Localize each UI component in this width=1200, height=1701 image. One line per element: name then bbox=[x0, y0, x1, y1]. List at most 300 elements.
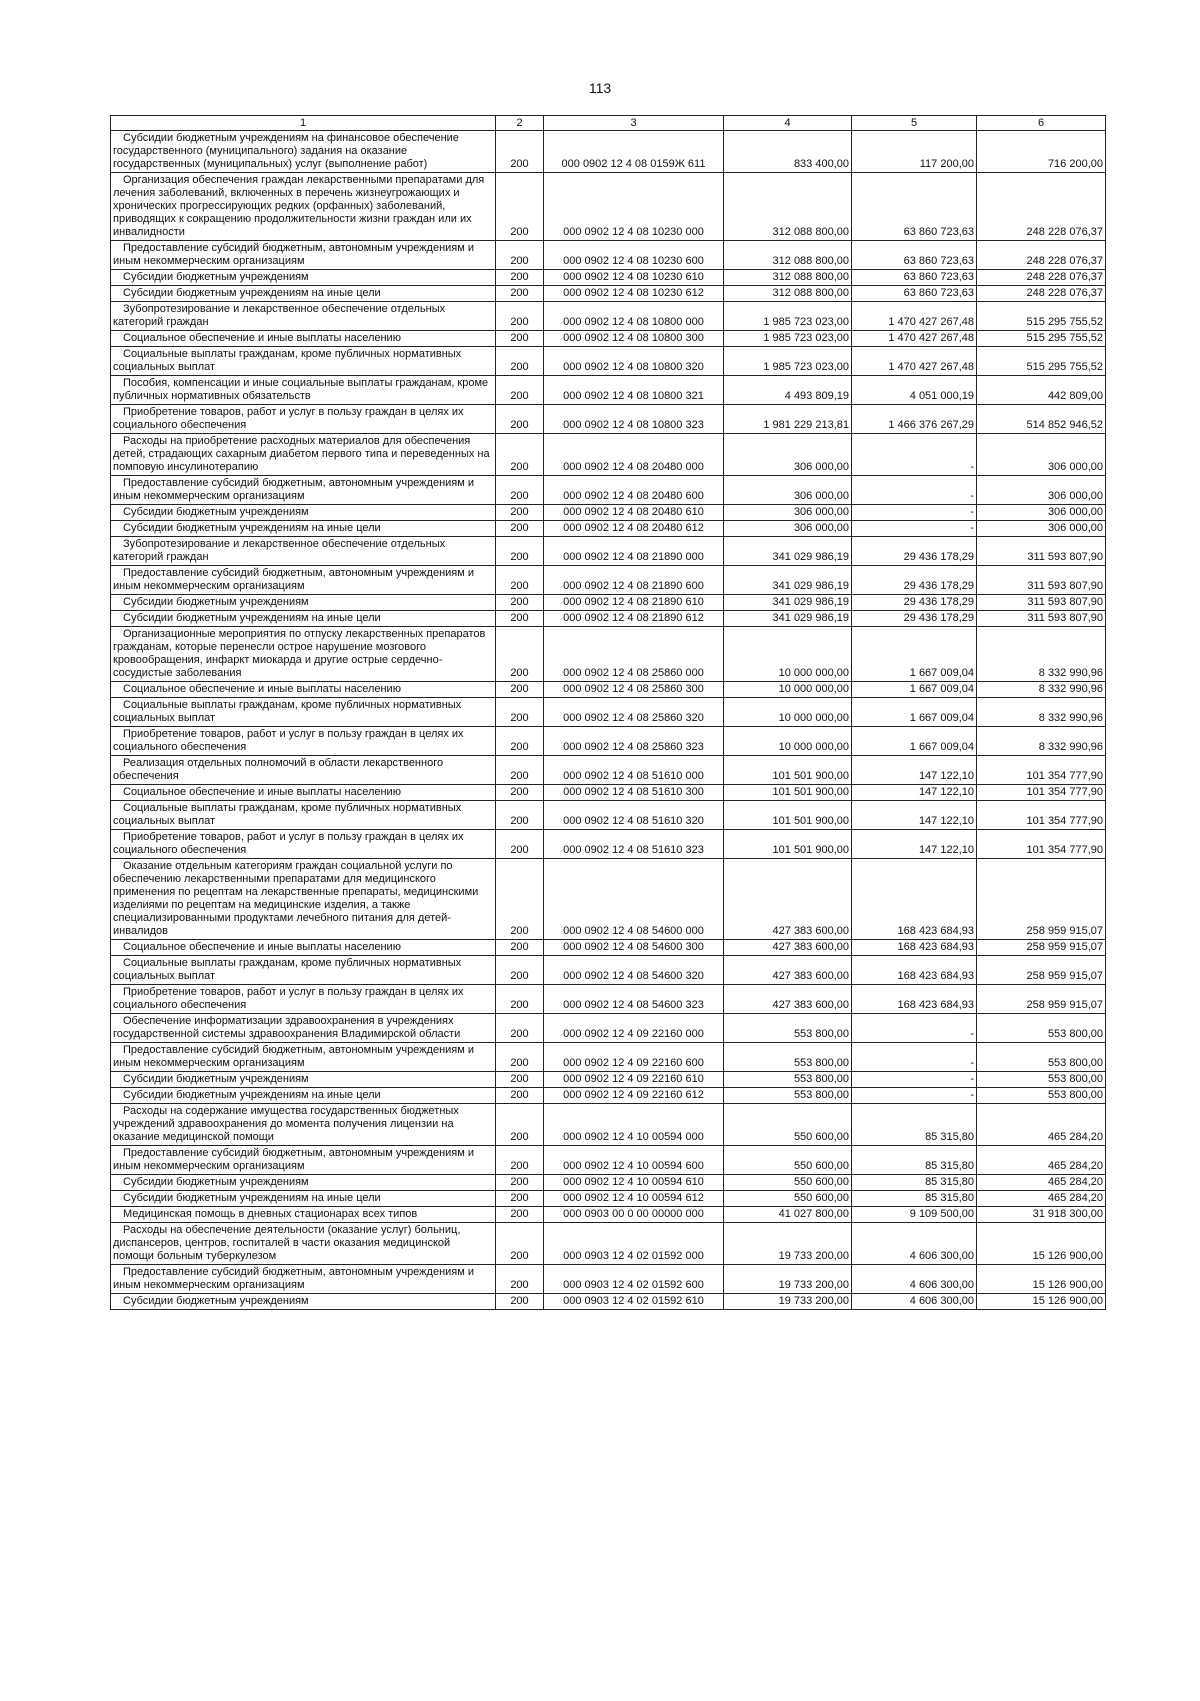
page-number: 113 bbox=[588, 80, 612, 96]
row-unexecuted-cell: 8 332 990,96 bbox=[977, 698, 1106, 727]
row-name-cell: Приобретение товаров, работ и услуг в пользу граждан в целях их социального обеспечения bbox=[111, 405, 496, 434]
row-admin-code-cell: 200 bbox=[496, 347, 544, 376]
row-admin-code-cell: 200 bbox=[496, 434, 544, 476]
row-unexecuted-cell: 8 332 990,96 bbox=[977, 627, 1106, 682]
row-approved-cell: 1 985 723 023,00 bbox=[724, 347, 852, 376]
row-name-cell: Предоставление субсидий бюджетным, автономным учреждениям и иным некоммерческим организациям bbox=[111, 566, 496, 595]
row-admin-code-cell: 200 bbox=[496, 476, 544, 505]
row-unexecuted-cell: 515 295 755,52 bbox=[977, 302, 1106, 331]
row-executed-cell: 147 122,10 bbox=[852, 830, 977, 859]
row-admin-code-cell: 200 bbox=[496, 1104, 544, 1146]
row-admin-code-cell: 200 bbox=[496, 1191, 544, 1207]
row-executed-cell: 29 436 178,29 bbox=[852, 611, 977, 627]
table-row bbox=[111, 756, 1106, 785]
row-admin-code-cell: 200 bbox=[496, 521, 544, 537]
table-row bbox=[111, 1104, 1106, 1146]
row-name-cell: Субсидии бюджетным учреждениям на финансовое обеспечение государственного (муниципального) задания на оказание государственных (муниципальных) услуг (выполнение работ) bbox=[111, 131, 496, 173]
row-name-cell: Субсидии бюджетным учреждениям на иные цели bbox=[111, 1191, 496, 1207]
row-approved-cell: 312 088 800,00 bbox=[724, 270, 852, 286]
row-approved-cell: 101 501 900,00 bbox=[724, 801, 852, 830]
row-admin-code-cell: 200 bbox=[496, 1072, 544, 1088]
row-approved-cell: 306 000,00 bbox=[724, 476, 852, 505]
table-row bbox=[111, 1088, 1106, 1104]
row-name-cell: Субсидии бюджетным учреждениям на иные цели bbox=[111, 286, 496, 302]
row-executed-cell: 4 606 300,00 bbox=[852, 1223, 977, 1265]
row-name-cell: Социальное обеспечение и иные выплаты населению bbox=[111, 331, 496, 347]
row-executed-cell: 63 860 723,63 bbox=[852, 241, 977, 270]
column-header-1: 1 bbox=[111, 116, 496, 131]
row-executed-cell: 1 470 427 267,48 bbox=[852, 347, 977, 376]
row-budget-code-cell: 000 0902 12 4 08 54600 000 bbox=[544, 859, 724, 940]
row-unexecuted-cell: 311 593 807,90 bbox=[977, 595, 1106, 611]
row-executed-cell: 85 315,80 bbox=[852, 1175, 977, 1191]
row-executed-cell: 147 122,10 bbox=[852, 756, 977, 785]
row-budget-code-cell: 000 0902 12 4 10 00594 600 bbox=[544, 1146, 724, 1175]
table-row bbox=[111, 131, 1106, 173]
row-executed-cell: - bbox=[852, 1014, 977, 1043]
row-approved-cell: 341 029 986,19 bbox=[724, 611, 852, 627]
row-name-cell: Оказание отдельным категориям граждан социальной услуги по обеспечению лекарственными препаратами для медицинского применения по рецептам на лекарственные препараты, медицинскими изделиями по рецептам на медицинские изделия, а также специализированными продуктами лечебного питания для детей-инвалидов bbox=[111, 859, 496, 940]
row-approved-cell: 41 027 800,00 bbox=[724, 1207, 852, 1223]
row-unexecuted-cell: 515 295 755,52 bbox=[977, 331, 1106, 347]
row-admin-code-cell: 200 bbox=[496, 302, 544, 331]
row-approved-cell: 341 029 986,19 bbox=[724, 595, 852, 611]
row-executed-cell: 1 470 427 267,48 bbox=[852, 302, 977, 331]
row-admin-code-cell: 200 bbox=[496, 627, 544, 682]
row-executed-cell: 168 423 684,93 bbox=[852, 956, 977, 985]
row-budget-code-cell: 000 0902 12 4 09 22160 612 bbox=[544, 1088, 724, 1104]
row-unexecuted-cell: 306 000,00 bbox=[977, 476, 1106, 505]
row-unexecuted-cell: 716 200,00 bbox=[977, 131, 1106, 173]
row-admin-code-cell: 200 bbox=[496, 682, 544, 698]
row-executed-cell: 4 606 300,00 bbox=[852, 1294, 977, 1310]
row-approved-cell: 1 985 723 023,00 bbox=[724, 331, 852, 347]
column-header-4: 4 bbox=[724, 116, 852, 131]
row-budget-code-cell: 000 0902 12 4 08 0159Ж 611 bbox=[544, 131, 724, 173]
row-budget-code-cell: 000 0902 12 4 08 51610 300 bbox=[544, 785, 724, 801]
row-unexecuted-cell: 248 228 076,37 bbox=[977, 286, 1106, 302]
table-row bbox=[111, 476, 1106, 505]
row-name-cell: Организационные мероприятия по отпуску лекарственных препаратов гражданам, которые перенесли острое нарушение мозгового кровообращения, инфаркт миокарда и другие острые сердечно-сосудистые заболевания bbox=[111, 627, 496, 682]
row-budget-code-cell: 000 0902 12 4 08 25860 000 bbox=[544, 627, 724, 682]
row-executed-cell: - bbox=[852, 1043, 977, 1072]
row-name-cell: Предоставление субсидий бюджетным, автономным учреждениям и иным некоммерческим организациям bbox=[111, 1265, 496, 1294]
row-budget-code-cell: 000 0902 12 4 09 22160 600 bbox=[544, 1043, 724, 1072]
row-approved-cell: 427 383 600,00 bbox=[724, 985, 852, 1014]
row-unexecuted-cell: 311 593 807,90 bbox=[977, 611, 1106, 627]
row-unexecuted-cell: 515 295 755,52 bbox=[977, 347, 1106, 376]
row-admin-code-cell: 200 bbox=[496, 801, 544, 830]
row-approved-cell: 4 493 809,19 bbox=[724, 376, 852, 405]
row-unexecuted-cell: 101 354 777,90 bbox=[977, 801, 1106, 830]
row-budget-code-cell: 000 0902 12 4 08 10800 000 bbox=[544, 302, 724, 331]
row-admin-code-cell: 200 bbox=[496, 537, 544, 566]
table-row bbox=[111, 270, 1106, 286]
row-budget-code-cell: 000 0903 00 0 00 00000 000 bbox=[544, 1207, 724, 1223]
row-budget-code-cell: 000 0902 12 4 08 21890 600 bbox=[544, 566, 724, 595]
row-unexecuted-cell: 442 809,00 bbox=[977, 376, 1106, 405]
column-header-5: 5 bbox=[852, 116, 977, 131]
row-name-cell: Субсидии бюджетным учреждениям bbox=[111, 1175, 496, 1191]
row-approved-cell: 553 800,00 bbox=[724, 1014, 852, 1043]
row-budget-code-cell: 000 0902 12 4 08 54600 300 bbox=[544, 940, 724, 956]
row-name-cell: Пособия, компенсации и иные социальные выплаты гражданам, кроме публичных нормативных обязательств bbox=[111, 376, 496, 405]
row-approved-cell: 550 600,00 bbox=[724, 1104, 852, 1146]
row-budget-code-cell: 000 0902 12 4 08 25860 300 bbox=[544, 682, 724, 698]
row-budget-code-cell: 000 0902 12 4 08 21890 612 bbox=[544, 611, 724, 627]
row-budget-code-cell: 000 0902 12 4 10 00594 610 bbox=[544, 1175, 724, 1191]
row-name-cell: Предоставление субсидий бюджетным, автономным учреждениям и иным некоммерческим организациям bbox=[111, 1043, 496, 1072]
row-budget-code-cell: 000 0903 12 4 02 01592 000 bbox=[544, 1223, 724, 1265]
row-executed-cell: - bbox=[852, 505, 977, 521]
row-admin-code-cell: 200 bbox=[496, 331, 544, 347]
row-budget-code-cell: 000 0902 12 4 08 51610 000 bbox=[544, 756, 724, 785]
row-budget-code-cell: 000 0903 12 4 02 01592 600 bbox=[544, 1265, 724, 1294]
row-budget-code-cell: 000 0902 12 4 08 10230 610 bbox=[544, 270, 724, 286]
row-name-cell: Социальные выплаты гражданам, кроме публичных нормативных социальных выплат bbox=[111, 956, 496, 985]
row-approved-cell: 341 029 986,19 bbox=[724, 566, 852, 595]
row-name-cell: Субсидии бюджетным учреждениям на иные цели bbox=[111, 611, 496, 627]
column-header-3: 3 bbox=[544, 116, 724, 131]
row-unexecuted-cell: 8 332 990,96 bbox=[977, 682, 1106, 698]
row-name-cell: Расходы на содержание имущества государственных бюджетных учреждений здравоохранения до момента получения лицензии на оказание медицинской помощи bbox=[111, 1104, 496, 1146]
table-row bbox=[111, 1072, 1106, 1088]
row-name-cell: Субсидии бюджетным учреждениям на иные цели bbox=[111, 1088, 496, 1104]
budget-table bbox=[110, 115, 1106, 1310]
table-body bbox=[111, 131, 1106, 1310]
row-name-cell: Субсидии бюджетным учреждениям bbox=[111, 595, 496, 611]
row-budget-code-cell: 000 0902 12 4 08 25860 320 bbox=[544, 698, 724, 727]
row-executed-cell: 29 436 178,29 bbox=[852, 537, 977, 566]
row-unexecuted-cell: 553 800,00 bbox=[977, 1014, 1106, 1043]
row-approved-cell: 10 000 000,00 bbox=[724, 698, 852, 727]
table-row bbox=[111, 505, 1106, 521]
row-budget-code-cell: 000 0902 12 4 08 10230 000 bbox=[544, 173, 724, 241]
row-executed-cell: 63 860 723,63 bbox=[852, 270, 977, 286]
table-row bbox=[111, 627, 1106, 682]
table-row bbox=[111, 1207, 1106, 1223]
row-unexecuted-cell: 311 593 807,90 bbox=[977, 537, 1106, 566]
table-row bbox=[111, 1265, 1106, 1294]
row-executed-cell: 1 466 376 267,29 bbox=[852, 405, 977, 434]
row-executed-cell: 168 423 684,93 bbox=[852, 940, 977, 956]
row-executed-cell: 63 860 723,63 bbox=[852, 286, 977, 302]
row-name-cell: Зубопротезирование и лекарственное обеспечение отдельных категорий граждан bbox=[111, 537, 496, 566]
row-admin-code-cell: 200 bbox=[496, 1088, 544, 1104]
row-approved-cell: 19 733 200,00 bbox=[724, 1223, 852, 1265]
row-unexecuted-cell: 553 800,00 bbox=[977, 1072, 1106, 1088]
row-executed-cell: 168 423 684,93 bbox=[852, 859, 977, 940]
row-executed-cell: 168 423 684,93 bbox=[852, 985, 977, 1014]
row-name-cell: Субсидии бюджетным учреждениям на иные цели bbox=[111, 521, 496, 537]
row-budget-code-cell: 000 0902 12 4 08 10230 600 bbox=[544, 241, 724, 270]
row-unexecuted-cell: 465 284,20 bbox=[977, 1104, 1106, 1146]
row-unexecuted-cell: 8 332 990,96 bbox=[977, 727, 1106, 756]
row-admin-code-cell: 200 bbox=[496, 1175, 544, 1191]
row-unexecuted-cell: 465 284,20 bbox=[977, 1146, 1106, 1175]
row-unexecuted-cell: 465 284,20 bbox=[977, 1191, 1106, 1207]
row-executed-cell: 29 436 178,29 bbox=[852, 595, 977, 611]
row-admin-code-cell: 200 bbox=[496, 727, 544, 756]
row-approved-cell: 312 088 800,00 bbox=[724, 173, 852, 241]
row-admin-code-cell: 200 bbox=[496, 611, 544, 627]
row-unexecuted-cell: 306 000,00 bbox=[977, 434, 1106, 476]
row-name-cell: Социальное обеспечение и иные выплаты населению bbox=[111, 785, 496, 801]
row-approved-cell: 101 501 900,00 bbox=[724, 830, 852, 859]
row-executed-cell: 1 470 427 267,48 bbox=[852, 331, 977, 347]
column-header-6: 6 bbox=[977, 116, 1106, 131]
row-admin-code-cell: 200 bbox=[496, 286, 544, 302]
row-executed-cell: 85 315,80 bbox=[852, 1146, 977, 1175]
row-admin-code-cell: 200 bbox=[496, 1014, 544, 1043]
row-executed-cell: - bbox=[852, 476, 977, 505]
row-budget-code-cell: 000 0902 12 4 08 10800 300 bbox=[544, 331, 724, 347]
row-approved-cell: 427 383 600,00 bbox=[724, 956, 852, 985]
row-approved-cell: 341 029 986,19 bbox=[724, 537, 852, 566]
row-admin-code-cell: 200 bbox=[496, 1265, 544, 1294]
row-name-cell: Расходы на приобретение расходных материалов для обеспечения детей, страдающих сахарным диабетом первого типа и переведенных на помповую инсулинотерапию bbox=[111, 434, 496, 476]
row-budget-code-cell: 000 0902 12 4 08 25860 323 bbox=[544, 727, 724, 756]
row-executed-cell: 29 436 178,29 bbox=[852, 566, 977, 595]
row-budget-code-cell: 000 0902 12 4 09 22160 610 bbox=[544, 1072, 724, 1088]
row-name-cell: Социальное обеспечение и иные выплаты населению bbox=[111, 682, 496, 698]
row-budget-code-cell: 000 0902 12 4 08 20480 612 bbox=[544, 521, 724, 537]
row-name-cell: Обеспечение информатизации здравоохранения в учреждениях государственной системы здравоохранения Владимирской области bbox=[111, 1014, 496, 1043]
table-row bbox=[111, 985, 1106, 1014]
table-row bbox=[111, 611, 1106, 627]
row-executed-cell: 147 122,10 bbox=[852, 801, 977, 830]
row-approved-cell: 19 733 200,00 bbox=[724, 1294, 852, 1310]
row-approved-cell: 550 600,00 bbox=[724, 1191, 852, 1207]
row-unexecuted-cell: 258 959 915,07 bbox=[977, 956, 1106, 985]
row-unexecuted-cell: 248 228 076,37 bbox=[977, 270, 1106, 286]
row-unexecuted-cell: 258 959 915,07 bbox=[977, 985, 1106, 1014]
row-admin-code-cell: 200 bbox=[496, 1223, 544, 1265]
row-name-cell: Зубопротезирование и лекарственное обеспечение отдельных категорий граждан bbox=[111, 302, 496, 331]
row-name-cell: Предоставление субсидий бюджетным, автономным учреждениям и иным некоммерческим организациям bbox=[111, 241, 496, 270]
row-unexecuted-cell: 101 354 777,90 bbox=[977, 756, 1106, 785]
row-budget-code-cell: 000 0902 12 4 08 10800 320 bbox=[544, 347, 724, 376]
row-executed-cell: 85 315,80 bbox=[852, 1191, 977, 1207]
table-row bbox=[111, 241, 1106, 270]
table-row bbox=[111, 405, 1106, 434]
row-budget-code-cell: 000 0902 12 4 10 00594 000 bbox=[544, 1104, 724, 1146]
table-row bbox=[111, 521, 1106, 537]
row-approved-cell: 1 981 229 213,81 bbox=[724, 405, 852, 434]
row-unexecuted-cell: 258 959 915,07 bbox=[977, 859, 1106, 940]
row-unexecuted-cell: 15 126 900,00 bbox=[977, 1223, 1106, 1265]
row-name-cell: Реализация отдельных полномочий в области лекарственного обеспечения bbox=[111, 756, 496, 785]
row-approved-cell: 427 383 600,00 bbox=[724, 940, 852, 956]
table-row bbox=[111, 698, 1106, 727]
row-unexecuted-cell: 553 800,00 bbox=[977, 1043, 1106, 1072]
row-admin-code-cell: 200 bbox=[496, 595, 544, 611]
row-executed-cell: 1 667 009,04 bbox=[852, 627, 977, 682]
table-row bbox=[111, 302, 1106, 331]
row-approved-cell: 550 600,00 bbox=[724, 1175, 852, 1191]
row-unexecuted-cell: 248 228 076,37 bbox=[977, 173, 1106, 241]
row-admin-code-cell: 200 bbox=[496, 173, 544, 241]
row-unexecuted-cell: 306 000,00 bbox=[977, 521, 1106, 537]
row-name-cell: Предоставление субсидий бюджетным, автономным учреждениям и иным некоммерческим организациям bbox=[111, 1146, 496, 1175]
row-admin-code-cell: 200 bbox=[496, 405, 544, 434]
row-executed-cell: 1 667 009,04 bbox=[852, 682, 977, 698]
column-header-2: 2 bbox=[496, 116, 544, 131]
row-admin-code-cell: 200 bbox=[496, 940, 544, 956]
row-budget-code-cell: 000 0902 12 4 08 21890 000 bbox=[544, 537, 724, 566]
row-executed-cell: 4 051 000,19 bbox=[852, 376, 977, 405]
row-admin-code-cell: 200 bbox=[496, 1146, 544, 1175]
row-approved-cell: 312 088 800,00 bbox=[724, 286, 852, 302]
row-approved-cell: 10 000 000,00 bbox=[724, 682, 852, 698]
table-row bbox=[111, 1175, 1106, 1191]
row-admin-code-cell: 200 bbox=[496, 1294, 544, 1310]
table-row bbox=[111, 940, 1106, 956]
row-name-cell: Субсидии бюджетным учреждениям bbox=[111, 270, 496, 286]
row-executed-cell: - bbox=[852, 434, 977, 476]
row-executed-cell: 4 606 300,00 bbox=[852, 1265, 977, 1294]
table-row bbox=[111, 173, 1106, 241]
row-unexecuted-cell: 248 228 076,37 bbox=[977, 241, 1106, 270]
row-unexecuted-cell: 306 000,00 bbox=[977, 505, 1106, 521]
row-approved-cell: 553 800,00 bbox=[724, 1088, 852, 1104]
table-row bbox=[111, 830, 1106, 859]
row-executed-cell: 1 667 009,04 bbox=[852, 698, 977, 727]
row-budget-code-cell: 000 0902 12 4 08 51610 320 bbox=[544, 801, 724, 830]
row-approved-cell: 10 000 000,00 bbox=[724, 727, 852, 756]
table-row bbox=[111, 434, 1106, 476]
row-approved-cell: 833 400,00 bbox=[724, 131, 852, 173]
row-budget-code-cell: 000 0902 12 4 08 10230 612 bbox=[544, 286, 724, 302]
row-admin-code-cell: 200 bbox=[496, 376, 544, 405]
row-unexecuted-cell: 258 959 915,07 bbox=[977, 940, 1106, 956]
row-budget-code-cell: 000 0903 12 4 02 01592 610 bbox=[544, 1294, 724, 1310]
row-name-cell: Субсидии бюджетным учреждениям bbox=[111, 505, 496, 521]
row-budget-code-cell: 000 0902 12 4 08 54600 323 bbox=[544, 985, 724, 1014]
row-admin-code-cell: 200 bbox=[496, 985, 544, 1014]
row-name-cell: Медицинская помощь в дневных стационарах всех типов bbox=[111, 1207, 496, 1223]
table-header-row bbox=[111, 116, 1106, 131]
row-executed-cell: 1 667 009,04 bbox=[852, 727, 977, 756]
row-approved-cell: 553 800,00 bbox=[724, 1072, 852, 1088]
row-approved-cell: 312 088 800,00 bbox=[724, 241, 852, 270]
row-name-cell: Приобретение товаров, работ и услуг в пользу граждан в целях их социального обеспечения bbox=[111, 985, 496, 1014]
table-row bbox=[111, 1146, 1106, 1175]
row-admin-code-cell: 200 bbox=[496, 241, 544, 270]
row-approved-cell: 306 000,00 bbox=[724, 505, 852, 521]
row-name-cell: Расходы на обеспечение деятельности (оказание услуг) больниц, диспансеров, центров, госпиталей в части оказания медицинской помощи больным туберкулезом bbox=[111, 1223, 496, 1265]
row-executed-cell: 9 109 500,00 bbox=[852, 1207, 977, 1223]
row-unexecuted-cell: 101 354 777,90 bbox=[977, 830, 1106, 859]
row-unexecuted-cell: 514 852 946,52 bbox=[977, 405, 1106, 434]
row-name-cell: Социальные выплаты гражданам, кроме публичных нормативных социальных выплат bbox=[111, 801, 496, 830]
row-admin-code-cell: 200 bbox=[496, 505, 544, 521]
row-approved-cell: 306 000,00 bbox=[724, 521, 852, 537]
row-name-cell: Социальные выплаты гражданам, кроме публичных нормативных социальных выплат bbox=[111, 347, 496, 376]
row-name-cell: Социальные выплаты гражданам, кроме публичных нормативных социальных выплат bbox=[111, 698, 496, 727]
row-executed-cell: 63 860 723,63 bbox=[852, 173, 977, 241]
table-row bbox=[111, 1294, 1106, 1310]
row-admin-code-cell: 200 bbox=[496, 698, 544, 727]
row-executed-cell: - bbox=[852, 521, 977, 537]
row-admin-code-cell: 200 bbox=[496, 830, 544, 859]
table-row bbox=[111, 1043, 1106, 1072]
row-name-cell: Организация обеспечения граждан лекарственными препаратами для лечения заболеваний, включенных в перечень жизнеугрожающих и хронических прогрессирующих редких (орфанных) заболеваний, приводящих к сокращению продолжительности жизни граждан или их инвалидности bbox=[111, 173, 496, 241]
table-row bbox=[111, 682, 1106, 698]
row-unexecuted-cell: 465 284,20 bbox=[977, 1175, 1106, 1191]
row-unexecuted-cell: 31 918 300,00 bbox=[977, 1207, 1106, 1223]
table-row bbox=[111, 1223, 1106, 1265]
row-admin-code-cell: 200 bbox=[496, 270, 544, 286]
row-executed-cell: 147 122,10 bbox=[852, 785, 977, 801]
row-admin-code-cell: 200 bbox=[496, 566, 544, 595]
row-budget-code-cell: 000 0902 12 4 10 00594 612 bbox=[544, 1191, 724, 1207]
row-budget-code-cell: 000 0902 12 4 08 20480 600 bbox=[544, 476, 724, 505]
row-admin-code-cell: 200 bbox=[496, 956, 544, 985]
row-unexecuted-cell: 311 593 807,90 bbox=[977, 566, 1106, 595]
row-name-cell: Приобретение товаров, работ и услуг в пользу граждан в целях их социального обеспечения bbox=[111, 830, 496, 859]
row-name-cell: Субсидии бюджетным учреждениям bbox=[111, 1294, 496, 1310]
row-admin-code-cell: 200 bbox=[496, 1207, 544, 1223]
row-unexecuted-cell: 553 800,00 bbox=[977, 1088, 1106, 1104]
row-approved-cell: 427 383 600,00 bbox=[724, 859, 852, 940]
row-admin-code-cell: 200 bbox=[496, 785, 544, 801]
row-budget-code-cell: 000 0902 12 4 08 21890 610 bbox=[544, 595, 724, 611]
row-admin-code-cell: 200 bbox=[496, 859, 544, 940]
row-unexecuted-cell: 15 126 900,00 bbox=[977, 1294, 1106, 1310]
row-executed-cell: - bbox=[852, 1088, 977, 1104]
row-admin-code-cell: 200 bbox=[496, 756, 544, 785]
table-row bbox=[111, 956, 1106, 985]
row-approved-cell: 550 600,00 bbox=[724, 1146, 852, 1175]
table-row bbox=[111, 785, 1106, 801]
table-row bbox=[111, 801, 1106, 830]
row-executed-cell: 85 315,80 bbox=[852, 1104, 977, 1146]
row-budget-code-cell: 000 0902 12 4 08 20480 000 bbox=[544, 434, 724, 476]
row-approved-cell: 553 800,00 bbox=[724, 1043, 852, 1072]
row-approved-cell: 101 501 900,00 bbox=[724, 785, 852, 801]
table-row bbox=[111, 286, 1106, 302]
row-name-cell: Субсидии бюджетным учреждениям bbox=[111, 1072, 496, 1088]
row-approved-cell: 1 985 723 023,00 bbox=[724, 302, 852, 331]
table-row bbox=[111, 566, 1106, 595]
row-approved-cell: 306 000,00 bbox=[724, 434, 852, 476]
row-name-cell: Предоставление субсидий бюджетным, автономным учреждениям и иным некоммерческим организациям bbox=[111, 476, 496, 505]
table-row bbox=[111, 376, 1106, 405]
table-row bbox=[111, 1014, 1106, 1043]
row-admin-code-cell: 200 bbox=[496, 131, 544, 173]
row-budget-code-cell: 000 0902 12 4 08 54600 320 bbox=[544, 956, 724, 985]
row-executed-cell: - bbox=[852, 1072, 977, 1088]
row-admin-code-cell: 200 bbox=[496, 1043, 544, 1072]
table-row bbox=[111, 331, 1106, 347]
row-budget-code-cell: 000 0902 12 4 08 51610 323 bbox=[544, 830, 724, 859]
table-row bbox=[111, 347, 1106, 376]
row-approved-cell: 10 000 000,00 bbox=[724, 627, 852, 682]
table-row bbox=[111, 727, 1106, 756]
row-executed-cell: 117 200,00 bbox=[852, 131, 977, 173]
row-budget-code-cell: 000 0902 12 4 08 10800 321 bbox=[544, 376, 724, 405]
row-name-cell: Приобретение товаров, работ и услуг в пользу граждан в целях их социального обеспечения bbox=[111, 727, 496, 756]
table-row bbox=[111, 859, 1106, 940]
row-approved-cell: 19 733 200,00 bbox=[724, 1265, 852, 1294]
row-budget-code-cell: 000 0902 12 4 08 20480 610 bbox=[544, 505, 724, 521]
row-approved-cell: 101 501 900,00 bbox=[724, 756, 852, 785]
row-unexecuted-cell: 101 354 777,90 bbox=[977, 785, 1106, 801]
table-row bbox=[111, 537, 1106, 566]
row-budget-code-cell: 000 0902 12 4 09 22160 000 bbox=[544, 1014, 724, 1043]
row-name-cell: Социальное обеспечение и иные выплаты населению bbox=[111, 940, 496, 956]
